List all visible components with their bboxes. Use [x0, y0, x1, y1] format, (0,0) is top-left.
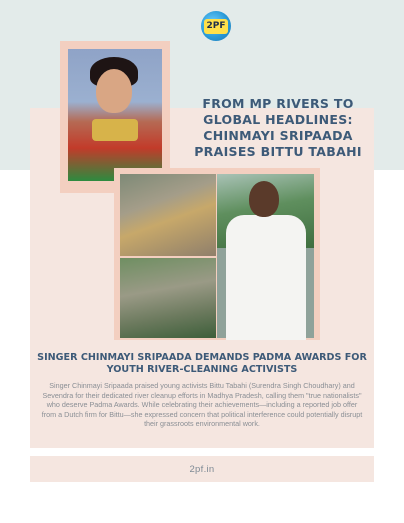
bittu-tabahi-image [222, 175, 312, 340]
activist-head [249, 181, 279, 217]
footer-site-link[interactable]: 2pf.in [189, 463, 215, 475]
activist-shirt [226, 215, 306, 340]
logo-text: 2PF [204, 19, 228, 34]
footer-bar [30, 456, 374, 482]
article-sub-headline: SINGER CHINMAYI SRIPAADA DEMANDS PADMA AWARDS FOR YOUTH RIVER-CLEANING ACTIVISTS [37, 352, 367, 375]
article-body: Singer Chinmayi Sripaada praised young activists Bittu Tabahi (Surendra Singh Choudhary) and Sevendra for their dedicated river cleanup efforts in Madhya Pradesh, calling them "true nationalists" who deserve Padma Awards. While celebrating their achievements—including a reported job offer from a Dutch firm for Bittu—she expressed concern that political interference could potentially disrupt their grassroots environmental work. [41, 381, 363, 429]
chinmayi-portrait-image [68, 49, 162, 181]
portrait-face [96, 69, 132, 113]
river-cleanup-photo-1 [120, 174, 216, 256]
page-headline: FROM MP RIVERS TO GLOBAL HEADLINES: CHINMAYI SRIPAADA PRAISES BITTU TABAHI [194, 96, 362, 159]
site-logo[interactable] [201, 11, 231, 41]
river-cleanup-photo-2 [120, 258, 216, 338]
portrait-necklace [92, 119, 138, 141]
